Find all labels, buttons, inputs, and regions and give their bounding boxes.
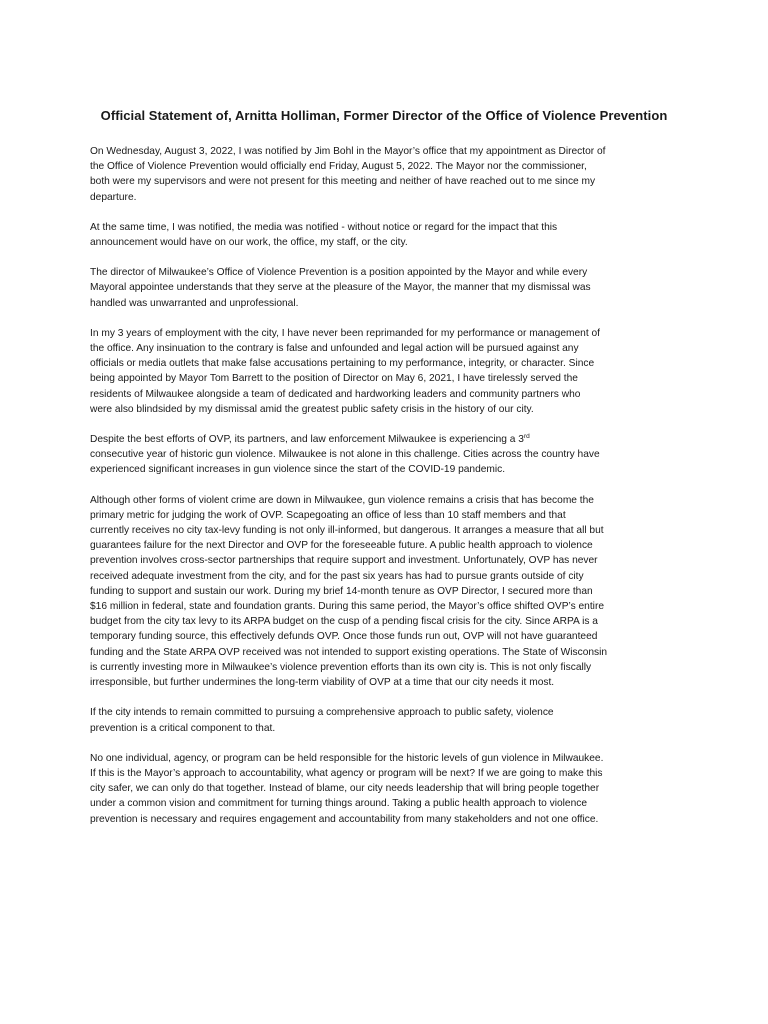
text-line: funding to support and sustain our work. During my brief 14-month tenure as OVP Director, I secured more than: [90, 585, 593, 597]
text-line: prevention is necessary and requires engagement and accountability from many stakeholders and not one office.: [90, 813, 599, 825]
text-line: In my 3 years of employment with the city, I have never been reprimanded for my performance or management of: [90, 327, 600, 339]
document-title: Official Statement of, Arnitta Holliman, Former Director of the Office of Violence Prevention: [100, 108, 668, 123]
text-line: guarantees failure for the next Director and OVP for the foreseeable future. A public health approach to violence: [90, 540, 593, 552]
text-line: the Office of Violence Prevention would officially end Friday, August 5, 2022. The Mayor nor the commissioner,: [90, 161, 587, 173]
text-line: residents of Milwaukee alongside a team of dedicated and hardworking leaders and community partners who: [90, 388, 581, 400]
paragraph-funding: [90, 493, 682, 691]
paragraph-media: [90, 220, 682, 250]
text-line: prevention involves cross-sector partnerships that require support and investment. Unfortunately, OVP has never: [90, 555, 598, 567]
text-line: temporary funding source, this effectively defunds OVP. Once those funds run out, OVP will not have guaranteed: [90, 631, 598, 643]
text-line: $16 million in federal, state and foundation grants. During this same period, the Mayor’s office shifted OVP’s entire: [90, 601, 605, 613]
text-line: departure.: [90, 191, 137, 203]
paragraph-notification: [90, 144, 682, 205]
text-line: currently receives no city tax-levy funding is not only ill-informed, but dangerous. It arranges a measure that all but: [90, 525, 604, 537]
text-line: handled was unwarranted and unprofessional.: [90, 297, 299, 309]
text-line: Although other forms of violent crime are down in Milwaukee, gun violence remains a crisis that has become the: [90, 494, 594, 506]
text-line: The director of Milwaukee’s Office of Violence Prevention is a position appointed by the Mayor and while every: [90, 267, 588, 279]
text-line: both were my supervisors and were not present for this meeting and neither of have reached out to me since my: [90, 176, 596, 188]
document-body: [90, 144, 682, 842]
text-line: consecutive year of historic gun violence. Milwaukee is not alone in this challenge. Cities across the country have: [90, 449, 600, 461]
text-line: primary metric for judging the work of OVP. Scapegoating an office of less than 10 staff members and that: [90, 509, 566, 521]
text-line: No one individual, agency, or program can be held responsible for the historic levels of gun violence in Milwaukee.: [90, 752, 604, 764]
text-line: irresponsible, but further undermines the long-term viability of OVP at a time that our city needs it most.: [90, 677, 555, 689]
paragraph-appointment: [90, 265, 682, 311]
text-line: is currently investing more in Milwaukee’s violence prevention efforts than its own city is. This is not only fiscally: [90, 661, 592, 673]
text-line: the office. Any insinuation to the contrary is false and unfounded and legal action will be pursued against any: [90, 343, 579, 355]
text-line: city safer, we can only do that together. Instead of blame, our city needs leadership that will bring people together: [90, 783, 600, 795]
text-segment: Despite the best efforts of OVP, its partners, and law enforcement Milwaukee is experiencing a 3: [90, 434, 524, 446]
text-line: Mayoral appointee understands that they serve at the pleasure of the Mayor, the manner that my dismissal was: [90, 282, 591, 294]
text-line: [90, 432, 682, 447]
paragraph-gun-violence: [90, 432, 682, 478]
text-line: funding and the State ARPA OVP received was not intended to support existing operations. The State of Wisconsin: [90, 646, 608, 658]
paragraph-commitment: [90, 705, 682, 735]
text-line: experienced significant increases in gun violence since the start of the COVID-19 pandemic.: [90, 464, 506, 476]
text-line: were also blindsided by my dismissal amid the greatest public safety crisis in the history of our city.: [90, 403, 534, 415]
text-line: If this is the Mayor’s approach to accountability, what agency or program will be next? If we are going to make this: [90, 767, 603, 779]
paragraph-accountability: [90, 751, 682, 827]
text-line: budget from the city tax levy to its ARPA budget on the cusp of a pending fiscal crisis for the city. Since ARPA is a: [90, 616, 598, 628]
paragraph-employment: [90, 326, 682, 417]
text-line: being appointed by Mayor Tom Barrett to the position of Director on May 6, 2021, I have tirelessly served the: [90, 373, 578, 385]
text-line: At the same time, I was notified, the media was notified - without notice or regard for the impact that this: [90, 221, 558, 233]
text-line: officials or media outlets that make false accusations pertaining to my performance, integrity, or character. Since: [90, 358, 595, 370]
text-line: If the city intends to remain committed to pursuing a comprehensive approach to public safety, violence: [90, 707, 554, 719]
text-line: On Wednesday, August 3, 2022, I was notified by Jim Bohl in the Mayor’s office that my appointment as Director of: [90, 146, 606, 157]
ordinal-superscript: rd: [523, 433, 530, 441]
text-line: under a common vision and commitment for turning things around. Taking a public health approach to violence: [90, 798, 588, 810]
text-line: announcement would have on our work, the office, my staff, or the city.: [90, 237, 408, 249]
text-line: received adequate investment from the city, and for the past six years has had to pursue grants outside of city: [90, 570, 584, 582]
text-line: prevention is a critical component to that.: [90, 722, 276, 734]
